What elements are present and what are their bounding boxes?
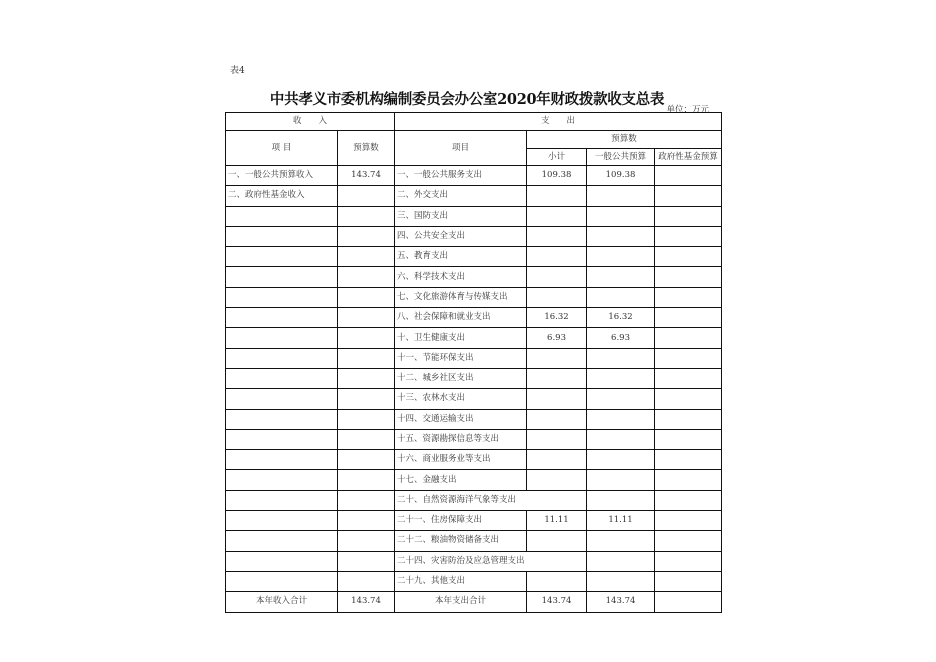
- income-item-cell: [226, 186, 338, 206]
- general-budget-cell: [587, 389, 655, 409]
- subtotal-total-value: 143.74: [527, 592, 587, 612]
- income-budget-cell: [338, 470, 395, 490]
- table-row: [226, 186, 722, 206]
- income-budget-cell: [338, 531, 395, 551]
- expense-item-cell-text: 一、一般公共服务支出: [397, 170, 483, 181]
- general-total-value: 143.74: [587, 592, 655, 612]
- income-item-cell: [226, 226, 338, 246]
- expense-item-cell: [395, 490, 527, 510]
- fund-budget-cell: [655, 571, 722, 591]
- general-budget-cell: [587, 267, 655, 287]
- table-row: [226, 551, 722, 571]
- expense-item-cell-text: 十五、资源勘探信息等支出: [397, 434, 500, 444]
- general-budget-cell-text: 11.11: [608, 515, 633, 526]
- income-item-cell: [226, 247, 338, 267]
- general-budget-cell-text: 109.38: [605, 170, 636, 181]
- subtotal-cell: [527, 470, 587, 490]
- expense-item-cell-text: 十四、交通运输支出: [397, 413, 474, 424]
- income-section-header: 收 入: [226, 113, 395, 131]
- table-row: [226, 247, 722, 267]
- subtotal-cell: [527, 571, 587, 591]
- general-budget-cell: [587, 308, 655, 328]
- fund-budget-cell: [655, 287, 722, 307]
- expense-item-cell-text: 六、科学技术支出: [397, 271, 466, 282]
- expense-item-cell-text: 二十四、灾害防治及应急管理支出: [397, 555, 525, 566]
- income-item-cell: [226, 389, 338, 409]
- unit-label: 单位：万元: [666, 105, 709, 115]
- subtotal-cell: [527, 409, 587, 429]
- expense-item-cell: [395, 368, 527, 388]
- expense-item-cell: [395, 429, 527, 449]
- expense-item-cell: [395, 267, 527, 287]
- income-budget-cell: [338, 206, 395, 226]
- subtotal-cell: [527, 368, 587, 388]
- subtotal-cell-text: 11.11: [544, 515, 569, 526]
- table-row: [226, 368, 722, 388]
- income-item-cell-text: 一、一般公共预算收入: [228, 170, 314, 181]
- expense-item-cell-text: 八、社会保障和就业支出: [397, 312, 491, 323]
- income-item-cell: [226, 166, 338, 186]
- table-row: [226, 267, 722, 287]
- expense-item-cell: [395, 287, 527, 307]
- income-budget-cell: [338, 287, 395, 307]
- general-budget-cell: [587, 531, 655, 551]
- general-budget-header: 一般公共预算: [587, 149, 655, 166]
- general-budget-cell: [587, 409, 655, 429]
- fund-budget-cell: [655, 531, 722, 551]
- expense-item-cell: [395, 409, 527, 429]
- subtotal-cell: [527, 206, 587, 226]
- income-budget-cell: [338, 247, 395, 267]
- table-row: [226, 450, 722, 470]
- income-item-cell: [226, 551, 338, 571]
- subtotal-cell: [527, 531, 587, 551]
- expense-item-cell-text: 七、文化旅游体育与传媒支出: [397, 291, 508, 302]
- expense-item-cell: [395, 450, 527, 470]
- table-row: [226, 409, 722, 429]
- subtotal-cell: [527, 247, 587, 267]
- expense-item-cell-text: 十、卫生健康支出: [397, 332, 466, 343]
- table-row: [226, 206, 722, 226]
- table-row: [226, 348, 722, 368]
- subtotal-cell: [527, 226, 587, 246]
- expense-item-cell-text: 十二、城乡社区支出: [397, 373, 474, 384]
- header-row-columns: [226, 131, 722, 149]
- income-item-cell: [226, 429, 338, 449]
- general-budget-cell: [587, 226, 655, 246]
- fund-budget-cell: [655, 368, 722, 388]
- expense-item-cell-text: 十七、金融支出: [397, 474, 457, 485]
- subtotal-cell: [527, 166, 587, 186]
- income-item-cell: [226, 511, 338, 531]
- income-item-cell: [226, 328, 338, 348]
- expense-item-cell: [395, 531, 527, 551]
- expense-item-cell: [395, 348, 527, 368]
- fund-budget-cell: [655, 409, 722, 429]
- fund-budget-cell: [655, 389, 722, 409]
- general-budget-cell: [587, 368, 655, 388]
- income-budget-cell: [338, 409, 395, 429]
- income-total-label: 本年收入合计: [226, 592, 338, 612]
- fund-budget-cell: [655, 328, 722, 348]
- general-budget-cell: [587, 551, 655, 571]
- income-item-cell: [226, 206, 338, 226]
- income-item-cell: [226, 571, 338, 591]
- subtotal-cell-text: 6.93: [547, 332, 566, 343]
- expense-item-cell: [395, 328, 527, 348]
- income-item-cell: [226, 267, 338, 287]
- income-item-cell: [226, 470, 338, 490]
- income-budget-cell: [338, 368, 395, 388]
- table-row: [226, 511, 722, 531]
- table-row: [226, 308, 722, 328]
- budget-summary-table: [225, 112, 722, 613]
- general-budget-cell: [587, 166, 655, 186]
- general-budget-cell: [587, 247, 655, 267]
- subtotal-cell: [527, 186, 587, 206]
- subtotal-cell: [527, 308, 587, 328]
- income-budget-cell: [338, 186, 395, 206]
- fund-budget-cell: [655, 206, 722, 226]
- income-item-cell: [226, 308, 338, 328]
- expense-item-cell: [395, 551, 527, 571]
- subtotal-cell: [527, 551, 587, 571]
- subtotal-cell: [527, 267, 587, 287]
- general-budget-cell-text: 16.32: [608, 312, 633, 323]
- income-item-cell: [226, 348, 338, 368]
- table-row: [226, 531, 722, 551]
- fund-budget-cell: [655, 308, 722, 328]
- expense-item-cell: [395, 470, 527, 490]
- income-budget-cell: [338, 511, 395, 531]
- fund-budget-cell: [655, 247, 722, 267]
- general-budget-cell: [587, 490, 655, 510]
- general-budget-cell: [587, 450, 655, 470]
- fund-budget-cell: [655, 511, 722, 531]
- subtotal-cell: [527, 348, 587, 368]
- fund-budget-cell: [655, 226, 722, 246]
- expense-item-cell: [395, 308, 527, 328]
- fund-budget-cell: [655, 450, 722, 470]
- subtotal-header: 小计: [527, 149, 587, 166]
- expense-item-cell-text: 三、国防支出: [397, 210, 449, 221]
- income-item-cell: [226, 287, 338, 307]
- expense-item-cell: [395, 571, 527, 591]
- expense-item-cell: [395, 247, 527, 267]
- income-budget-cell: [338, 348, 395, 368]
- fund-budget-cell: [655, 186, 722, 206]
- general-budget-cell: [587, 571, 655, 591]
- table-row: [226, 571, 722, 591]
- expense-total-label: 本年支出合计: [395, 592, 527, 612]
- expense-item-header: 项目: [395, 131, 527, 166]
- income-budget-cell: [338, 226, 395, 246]
- expense-item-cell-text: 二、外交支出: [397, 190, 449, 201]
- subtotal-cell-text: 16.32: [544, 312, 569, 323]
- subtotal-cell-text: 109.38: [541, 170, 572, 181]
- fund-budget-cell: [655, 551, 722, 571]
- table-row: [226, 166, 722, 186]
- table-row: [226, 470, 722, 490]
- income-budget-cell: [338, 267, 395, 287]
- income-item-cell: [226, 409, 338, 429]
- general-budget-cell: [587, 186, 655, 206]
- expense-item-cell-text: 二十一、住房保障支出: [397, 515, 483, 526]
- income-item-cell: [226, 368, 338, 388]
- income-budget-cell: [338, 429, 395, 449]
- expense-item-cell-text: 二十、自然资源海洋气象等支出: [397, 494, 517, 505]
- general-budget-cell: [587, 511, 655, 531]
- fund-budget-cell: [655, 429, 722, 449]
- expense-item-cell-text: 十一、节能环保支出: [397, 352, 474, 363]
- expense-item-cell-text: 二十二、粮油物资储备支出: [397, 535, 500, 546]
- totals-row: [226, 592, 722, 612]
- subtotal-cell: [527, 511, 587, 531]
- expense-item-cell: [395, 226, 527, 246]
- income-budget-cell: [338, 490, 395, 510]
- fund-budget-cell: [655, 470, 722, 490]
- fund-budget-cell: [655, 166, 722, 186]
- general-budget-cell: [587, 328, 655, 348]
- general-budget-cell: [587, 287, 655, 307]
- income-budget-cell: [338, 166, 395, 186]
- expense-item-cell-text: 十六、商业服务业等支出: [397, 454, 491, 465]
- subtotal-cell: [527, 490, 587, 510]
- general-budget-cell: [587, 470, 655, 490]
- expense-budget-header: 预算数: [527, 131, 722, 149]
- table-row: [226, 429, 722, 449]
- table-row: [226, 490, 722, 510]
- subtotal-cell: [527, 450, 587, 470]
- general-budget-cell: [587, 348, 655, 368]
- fund-total-value: [655, 592, 722, 612]
- expense-item-cell: [395, 206, 527, 226]
- general-budget-cell-text: 6.93: [611, 332, 630, 343]
- subtotal-cell: [527, 389, 587, 409]
- income-budget-header: 预算数: [338, 131, 395, 166]
- table-row: [226, 328, 722, 348]
- expense-item-cell: [395, 186, 527, 206]
- expense-item-cell-text: 四、公共安全支出: [397, 231, 466, 242]
- income-budget-cell: [338, 308, 395, 328]
- fund-budget-cell: [655, 490, 722, 510]
- fund-budget-cell: [655, 267, 722, 287]
- expense-item-cell: [395, 511, 527, 531]
- general-budget-cell: [587, 429, 655, 449]
- table-row: [226, 287, 722, 307]
- expense-item-cell-text: 五、教育支出: [397, 251, 449, 262]
- expense-item-cell: [395, 389, 527, 409]
- expense-item-cell-text: 二十九、其他支出: [397, 576, 466, 587]
- subtotal-cell: [527, 287, 587, 307]
- table-row: [226, 389, 722, 409]
- income-budget-cell-text: 143.74: [351, 170, 381, 181]
- income-budget-cell: [338, 328, 395, 348]
- table-row: [226, 226, 722, 246]
- income-item-cell: [226, 450, 338, 470]
- general-budget-cell: [587, 206, 655, 226]
- income-budget-cell: [338, 551, 395, 571]
- header-row-section: [226, 113, 722, 131]
- fund-budget-header: 政府性基金预算: [655, 149, 722, 166]
- table-number: 表4: [230, 66, 245, 76]
- subtotal-cell: [527, 429, 587, 449]
- income-item-header: 项 目: [226, 131, 338, 166]
- expense-item-cell-text: 十三、农林水支出: [397, 393, 466, 404]
- income-budget-cell: [338, 571, 395, 591]
- expense-item-cell: [395, 166, 527, 186]
- page-title: 中共孝义市委机构编制委员会办公室2020年财政拨款收支总表: [269, 91, 665, 108]
- income-budget-cell: [338, 450, 395, 470]
- fund-budget-cell: [655, 348, 722, 368]
- income-item-cell: [226, 490, 338, 510]
- subtotal-cell: [527, 328, 587, 348]
- income-total-value: 143.74: [338, 592, 395, 612]
- expense-section-header: 支 出: [395, 113, 722, 131]
- income-budget-cell: [338, 389, 395, 409]
- income-item-cell: [226, 531, 338, 551]
- income-item-cell-text: 二、政府性基金收入: [228, 190, 305, 201]
